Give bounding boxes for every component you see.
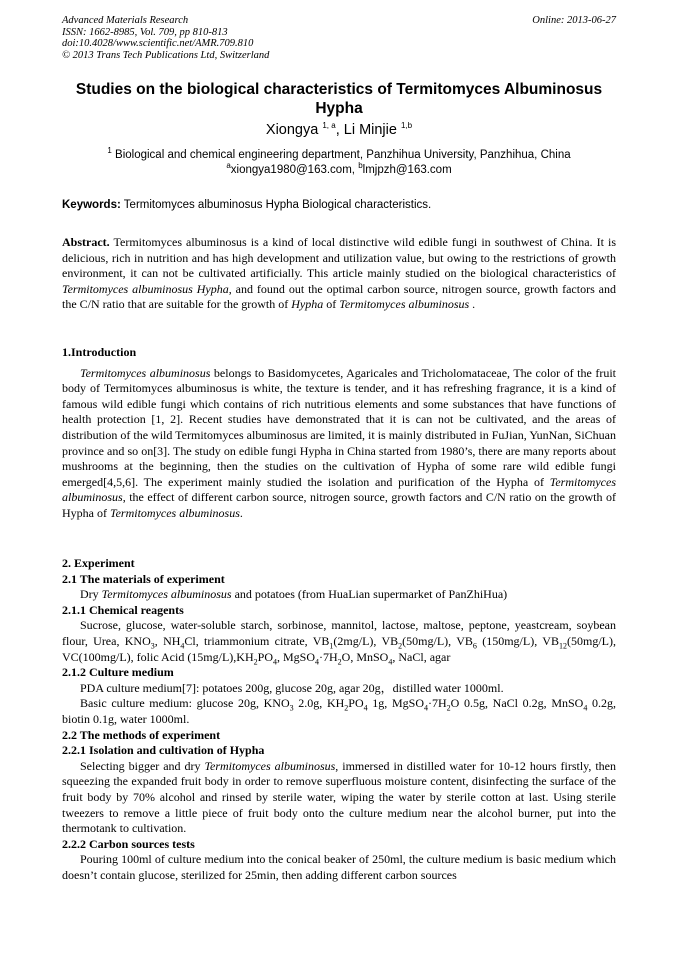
affiliation-block xyxy=(62,148,616,178)
intro-text: , the effect of different carbon source, nitrogen source, growth factors and C/N ratio on the growth of Hypha of xyxy=(62,490,616,520)
abstract-text: of xyxy=(323,297,340,312)
keywords-label: Keywords: xyxy=(62,199,121,211)
author-2-affil-marker: 1,b xyxy=(400,121,413,131)
isolation-heading: 2.2.1 Isolation and cultivation of Hypha xyxy=(62,743,265,758)
abstract-text: Termitomyces albuminosus is a kind of local distinctive wild edible fungi in southwest of China. It is delicious, rich in nutrition and has high development and utilization value, but owing to the restrictions of growth environment, it can not be cultivated artificially. This article mainly studied on the biological characteristics of xyxy=(62,235,616,281)
affiliation-marker: 1 xyxy=(107,146,112,156)
intro-text: . xyxy=(239,505,243,520)
species-name: Termitomyces albuminosus xyxy=(204,758,336,773)
abstract-hypha: Hypha xyxy=(291,297,324,312)
author-1-name: Xiongya xyxy=(265,122,319,138)
keywords-line xyxy=(62,198,616,213)
journal-name: Advanced Materials Research xyxy=(62,15,189,26)
introduction-section xyxy=(62,345,616,522)
pda-paragraph: PDA culture medium[7]: potatoes 200g, glucose 20g, agar 20g，distilled water 1000ml. xyxy=(80,680,504,695)
email-b-marker: b xyxy=(358,161,363,171)
email-line xyxy=(62,163,616,178)
reagents-paragraph: Sucrose, glucose, water-soluble starch, sorbinose, mannitol, lactose, maltose, peptone, yeastcream, soybean flour, Urea, $KNO_3$, $NH_4Cl$, triammonium citrate, $VB_1(2mg/L)$, $VB_2(50mg/L)$, $VB_6$ (150mg/L), $VB_{12}(50mg/L)$, VC(100mg/L), folic Acid $(15mg/L),KH_2PO_4$, $MgSO_4\cdot 7H_2O$, MnSO$_4$, NaCl, agar xyxy=(62,618,616,666)
isolation-text: , immersed in distilled water for 10-12 hours firstly, then squeezing the expanded fruit body in order to remove superfluous moisture content, disinfecting the surface of the fruit body by 70% alcohol and rinsed by sterile water, wiping the water by sterile cotton at last. Using sterile tweezers to remove a little piece of fruit body onto the culture medium near the alcohol burner, put into the thermotank to cultivation. xyxy=(62,758,616,836)
copyright-line: © 2013 Trans Tech Publications Ltd, Switzerland xyxy=(62,49,270,61)
email-a-marker: a xyxy=(226,161,231,171)
species-name: Termitomyces albuminosus xyxy=(62,474,616,505)
experiment-heading: 2. Experiment xyxy=(62,556,135,570)
abstract-paragraph xyxy=(62,235,616,313)
affiliation-text: Biological and chemical engineering department, Panzhihua University, Panzhihua, China xyxy=(115,149,571,161)
author-2-name: Li Minjie xyxy=(343,122,397,138)
materials-paragraph xyxy=(62,587,616,603)
author-line xyxy=(62,121,616,139)
abstract-text: , and found out the optimal carbon source, nitrogen source, growth factors and the C/N ratio that are suitable for the growth of xyxy=(62,281,616,312)
isolation-text: Selecting bigger and dry xyxy=(80,758,205,773)
introduction-paragraph xyxy=(62,366,616,522)
carbon-paragraph: Pouring 100ml of culture medium into the conical beaker of 250ml, the culture medium is basic medium which doesn’t contain glucose, sterilized for 25min, then adding different carbon sources xyxy=(62,852,616,882)
medium-heading: 2.1.2 Culture medium xyxy=(62,665,174,680)
carbon-heading: 2.2.2 Carbon sources tests xyxy=(62,836,195,851)
reagents-heading: 2.1.1 Chemical reagents xyxy=(62,602,184,617)
materials-text: Dry xyxy=(80,587,102,602)
materials-text: and potatoes (from HuaLian supermarket of PanZhiHua) xyxy=(231,587,508,602)
abstract-species-name: Termitomyces albuminosus xyxy=(339,297,470,312)
introduction-heading: 1.Introduction xyxy=(62,345,137,359)
doi-line: doi:10.4028/www.scientific.net/AMR.709.810 xyxy=(62,38,254,49)
materials-heading: 2.1 The materials of experiment xyxy=(62,571,225,586)
species-name: Termitomyces albuminosus xyxy=(110,505,240,520)
abstract-label: Abstract. xyxy=(62,235,110,249)
species-name: Termitomyces albuminosus xyxy=(101,587,232,602)
author-1-affil-marker: 1, a xyxy=(322,121,336,131)
online-date: Online: 2013-06-27 xyxy=(532,15,616,26)
keywords-text: Termitomyces albuminosus Hypha Biological characteristics. xyxy=(123,199,432,211)
methods-heading: 2.2 The methods of experiment xyxy=(62,727,221,742)
author-separator: , xyxy=(335,122,344,138)
intro-text: belongs to Basidomycetes, Agaricales and Tricholomataceae, The color of the fruit body of Termitomyces albuminosus is white, the texture is tender, and it has refreshing fragrance, it is a kind of famous wild edible fungi which contains of rich nutritious elements and some substances that have functions of health protection [1, 2]. Recent studies have demonstrated that it is can not be cultivated, and the areas of distribution of the wild Termitomyces albuminosus are limited, it is mainly distributed in FuJian, YunNan, SiChuan province and so on[3]. The study on edible fungi Hypha in China started from 1980’s, there are many reports about mushrooms at the beginning, then the studies on the cultivation of Hypha of some rare wild edible fungi emerged[4,5,6]. The experiment mainly studied the isolation and purification of the Hypha of xyxy=(62,365,616,489)
email-b[interactable]: lmjpzh@163.com xyxy=(362,164,452,176)
isolation-paragraph xyxy=(62,759,616,837)
issn-line: ISSN: 1662-8985, Vol. 709, pp 810-813 xyxy=(62,26,228,38)
species-name: Termitomyces albuminosus xyxy=(80,365,211,380)
abstract-species-name: Termitomyces albuminosus Hypha xyxy=(62,281,229,296)
affiliation-line xyxy=(62,148,616,163)
email-a[interactable]: xiongya1980@163.com, xyxy=(230,164,359,176)
experiment-section xyxy=(62,556,616,883)
basic-medium-paragraph: Basic culture medium: glucose 20g, $KNO_3$ 2.0g, $KH_2PO_4$ 1g, $MgSO_4\cdot 7H_2O$ 0.5g, NaCl 0.2g, MnSO$_4$ 0.2g, biotin 0.1g, water 1000ml. xyxy=(62,696,616,726)
abstract-text: . xyxy=(469,297,476,312)
paper-title: Studies on the biological characteristics of Termitomyces Albuminosus Hypha xyxy=(75,81,603,117)
